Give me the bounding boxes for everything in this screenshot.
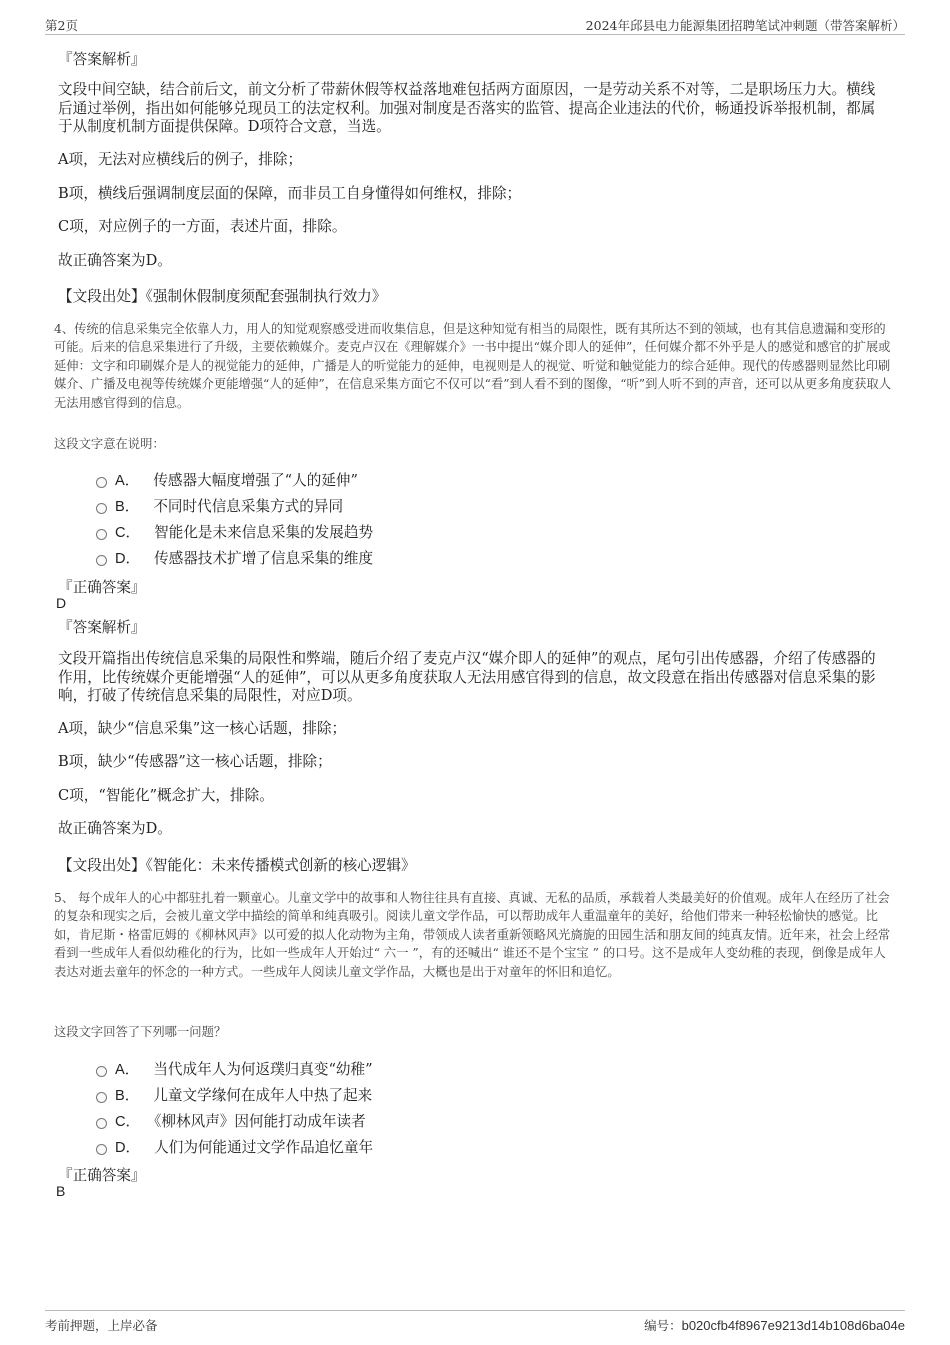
q4-option-b[interactable]: B． 不同时代信息采集方式的异同 bbox=[96, 495, 343, 515]
q4-note-b: B项，缺少“传感器”这一核心话题，排除； bbox=[58, 753, 332, 770]
q4-analysis-text: 文段开篇指出传统信息采集的局限性和弊端，随后介绍了麦克卢汉“媒介即人的延伸”的观点，尾句引出传感器，介绍了传感器的作用，比传统媒介更能增强“人的延伸”，可以从更多角度获取人无法用感官得到的信息，故文段意在指出传感器对信息采集的影响，打破了传统信息采集的局限性，对应D项。 bbox=[58, 650, 876, 704]
q4-note-a: A项，缺少“信息采集”这一核心话题，排除； bbox=[58, 720, 347, 737]
q3-analysis-label: 『答案解析』 bbox=[58, 51, 146, 68]
radio-icon[interactable] bbox=[96, 1066, 107, 1077]
radio-icon[interactable] bbox=[96, 1092, 107, 1103]
q4-option-a[interactable]: A． 传感器大幅度增强了“人的延伸” bbox=[96, 469, 358, 489]
radio-icon[interactable] bbox=[96, 1118, 107, 1129]
q4-stem: 4、传统的信息采集完全依靠人力，用人的知觉观察感受进而收集信息，但是这种知觉有相当的局限性，既有其所达不到的领域，也有其信息遗漏和变形的可能。后来的信息采集进行了升级，主要依赖媒介。麦克卢汉在《理解媒介》一书中提出“媒介即人的延伸”，任何媒介都不外乎是人的感觉和感官的扩展或延伸：文字和印刷媒介是人的视觉能力的延伸，广播是人的听觉能力的延伸，电视则是人的视觉、听觉和触觉能力的综合延伸。现代的传感器则显然比印刷媒介、广播及电视等传统媒介更能增强“人的延伸”，在信息采集方面它不仅可以“看”到人看不到的图像，“听”到人听不到的声音，还可以从更多角度获取人无法用感官得到的信息。 bbox=[54, 322, 892, 410]
code-value: b020cfb4f8967e9213d14b108d6ba04e bbox=[681, 1318, 905, 1333]
code-label: 编号： bbox=[644, 1318, 682, 1333]
q3-note-a: A项，无法对应横线后的例子，排除； bbox=[58, 151, 303, 168]
q5-option-a[interactable]: A． 当代成年人为何返璞归真变“幼稚” bbox=[96, 1058, 373, 1078]
q5-stem: 5、 每个成年人的心中都驻扎着一颗童心。儿童文学中的故事和人物往往具有直接、真诚、无私的品质，承载着人类最美好的价值观。成年人在经历了社会的复杂和现实之后，会被儿童文学中描绘的简单和纯真吸引。阅读儿童文学作品，可以帮助成年人重温童年的美好，给他们带来一种轻松愉快的感觉。比如，肯尼斯・格雷厄姆的《柳林风声》以可爱的拟人化动物为主角，带领成人读者重新领略风光旖旎的田园生活和朋友间的纯真友情。近年来，社会上经常看到一些成年人看似幼稚化的行为，比如一些成年人开始过“ 六一 ”，有的还喊出“ 谁还不是个宝宝 ” 的口号。这不是成年人变幼稚的表现，倒像是成年人表达对逝去童年的怀念的一种方式。一些成年人阅读儿童文学作品，大概也是出于对童年的怀旧和追忆。 bbox=[54, 891, 891, 979]
radio-icon[interactable] bbox=[96, 503, 107, 514]
page-footer bbox=[45, 1310, 905, 1335]
q5-option-c[interactable]: C． 《柳林风声》因何能打动成年读者 bbox=[96, 1110, 366, 1130]
q5-option-b[interactable]: B． 儿童文学缘何在成年人中热了起来 bbox=[96, 1084, 372, 1104]
radio-icon[interactable] bbox=[96, 555, 107, 566]
q5-answer: B bbox=[56, 1183, 66, 1199]
q5-answer-label: 『正确答案』 bbox=[58, 1167, 146, 1184]
q4-answer-label: 『正确答案』 bbox=[58, 579, 146, 596]
q4-prompt: 这段文字意在说明： bbox=[54, 437, 165, 451]
q4-note-c: C项，“智能化”概念扩大，排除。 bbox=[58, 787, 274, 804]
document-title: 2024年邱县电力能源集团招聘笔试冲刺题（带答案解析） bbox=[585, 18, 905, 33]
q4-source: 【文段出处】《智能化：未来传播模式创新的核心逻辑》 bbox=[58, 857, 416, 874]
radio-icon[interactable] bbox=[96, 1144, 107, 1155]
q3-source: 【文段出处】《强制休假制度须配套强制执行效力》 bbox=[58, 288, 387, 305]
q4-option-c[interactable]: C． 智能化是未来信息采集的发展趋势 bbox=[96, 521, 373, 541]
q3-note-c: C项，对应例子的一方面，表述片面，排除。 bbox=[58, 218, 347, 235]
q3-conclusion: 故正确答案为D。 bbox=[58, 252, 172, 269]
radio-icon[interactable] bbox=[96, 529, 107, 540]
q4-option-d[interactable]: D． 传感器技术扩增了信息采集的维度 bbox=[96, 547, 373, 567]
document-code bbox=[644, 1316, 905, 1334]
page-header bbox=[45, 14, 905, 35]
q5-option-d[interactable]: D． 人们为何能通过文学作品追忆童年 bbox=[96, 1136, 373, 1156]
q4-answer: D bbox=[56, 595, 67, 611]
page-number: 第2页 bbox=[45, 18, 78, 33]
q5-prompt: 这段文字回答了下列哪一问题？ bbox=[54, 1025, 227, 1039]
footer-slogan: 考前押题，上岸必备 bbox=[45, 1318, 158, 1333]
q3-note-b: B项，横线后强调制度层面的保障，而非员工自身懂得如何维权，排除； bbox=[58, 185, 522, 202]
q4-analysis-label: 『答案解析』 bbox=[58, 619, 146, 636]
q4-conclusion: 故正确答案为D。 bbox=[58, 820, 172, 837]
radio-icon[interactable] bbox=[96, 477, 107, 488]
q3-analysis-text: 文段中间空缺，结合前后文，前文分析了带薪休假等权益落地难包括两方面原因，一是劳动关系不对等，二是职场压力大。横线后通过举例，指出如何能够兑现员工的法定权利。加强对制度是否落实的监管、提高企业违法的代价，畅通投诉举报机制，都属于从制度机制方面提供保障。D项符合文意，当选。 bbox=[58, 81, 876, 135]
